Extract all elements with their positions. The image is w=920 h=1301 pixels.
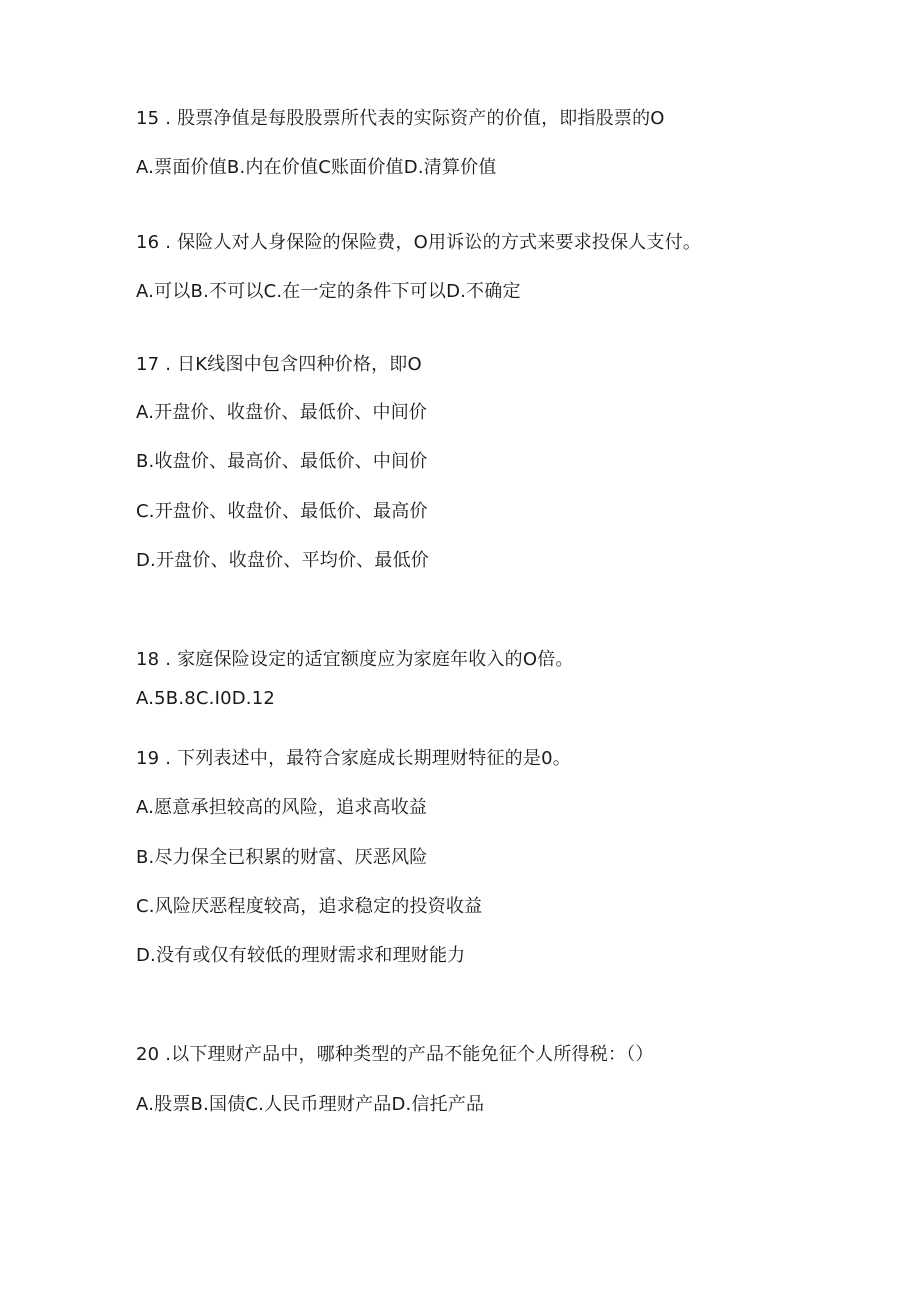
question-20-stem: 20 .以下理财产品中，哪种类型的产品不能免征个人所得税：（） <box>136 1044 654 1065</box>
question-16-options: A.可以B.不可以C.在一定的条件下可以D.不确定 <box>136 281 521 302</box>
question-19-option-a: A.愿意承担较高的风险，追求高收益 <box>136 797 428 818</box>
question-20-options: A.股票B.国债C.人民币理财产品D.信托产品 <box>136 1094 485 1115</box>
question-18-options: A.5B.8C.I0D.12 <box>136 688 276 709</box>
question-17-option-b: B.收盘价、最高价、最低价、中间价 <box>136 451 428 472</box>
question-19-option-b: B.尽力保全已积累的财富、厌恶风险 <box>136 847 428 868</box>
question-19-option-c: C.风险厌恶程度较高，追求稳定的投资收益 <box>136 896 483 917</box>
question-17-option-d: D.开盘价、收盘价、平均价、最低价 <box>136 550 429 571</box>
question-15-options: A.票面价值B.内在价值C账面价值D.清算价值 <box>136 157 497 178</box>
question-17-stem: 17 . 日K线图中包含四种价格，即O <box>136 354 422 375</box>
question-18-stem: 18 . 家庭保险设定的适宜额度应为家庭年收入的O倍。 <box>136 649 574 670</box>
question-19-option-d: D.没有或仅有较低的理财需求和理财能力 <box>136 945 466 966</box>
question-16-stem: 16 . 保险人对人身保险的保险费，O用诉讼的方式来要求投保人支付。 <box>136 232 702 253</box>
question-15-stem: 15 . 股票净值是每股股票所代表的实际资产的价值，即指股票的O <box>136 108 665 129</box>
question-17-option-c: C.开盘价、收盘价、最低价、最高价 <box>136 501 428 522</box>
question-17-option-a: A.开盘价、收盘价、最低价、中间价 <box>136 402 428 423</box>
question-19-stem: 19 . 下列表述中，最符合家庭成长期理财特征的是0。 <box>136 748 571 769</box>
